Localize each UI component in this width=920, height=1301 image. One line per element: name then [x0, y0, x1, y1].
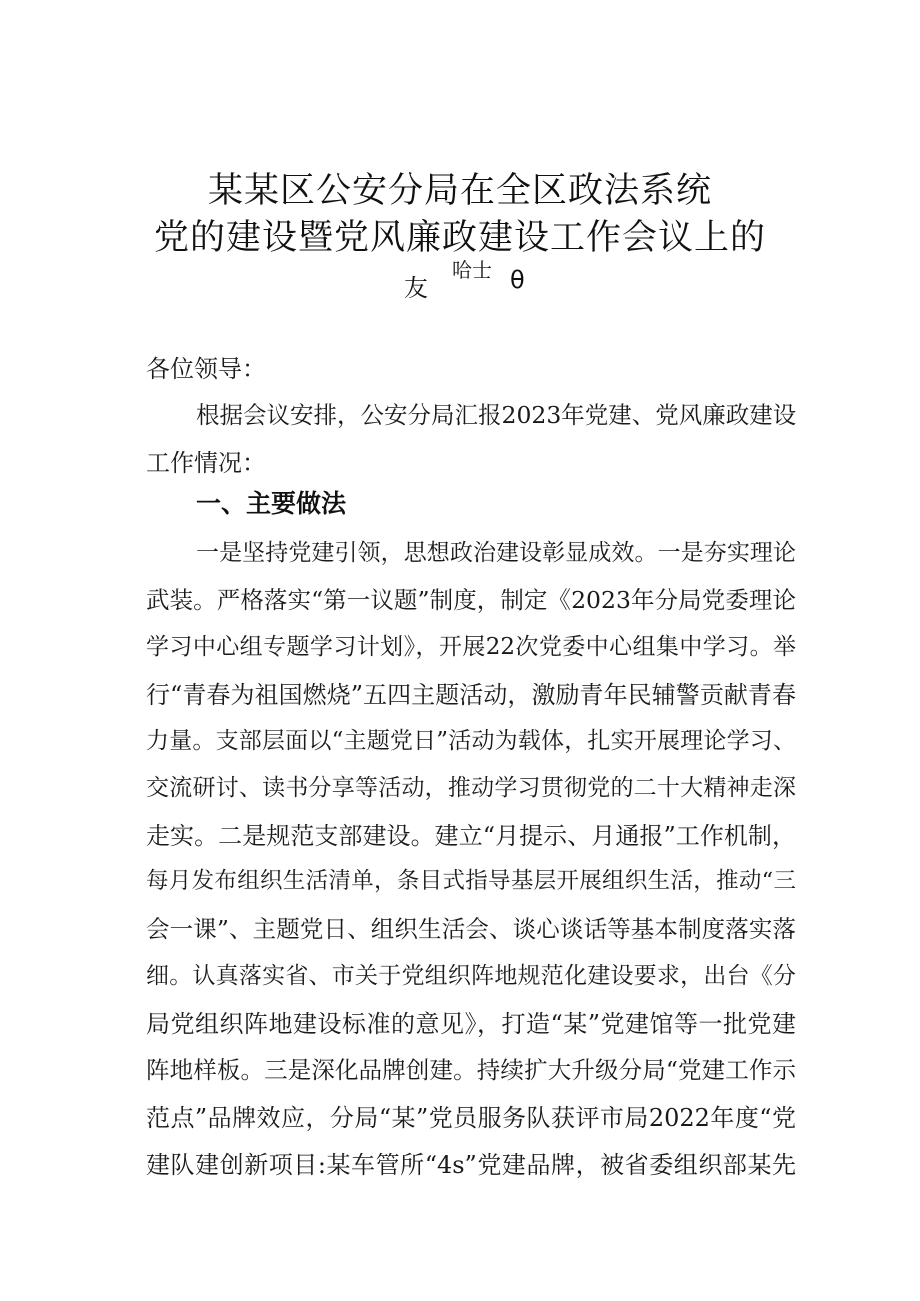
body-line: 交流研讨、读书分享等活动，推动学习贯彻党的二十大精神走深	[146, 775, 796, 801]
body-line: 每月发布组织生活清单，条目式指导基层开展组织生活，推动“三	[146, 868, 796, 894]
salutation: 各位领导：	[146, 355, 266, 383]
section-heading: 一、主要做法	[196, 489, 347, 518]
body-line: 走实。二是规范支部建设。建立“月提示、月通报”工作机制，	[146, 822, 796, 850]
title-fragment-1: 友	[404, 274, 428, 302]
body-line: 细。认真落实省、市关于党组织阵地规范化建设要求，出台《分	[146, 963, 796, 989]
document-title-line-1: 某某区公安分局在全区政法系统	[207, 171, 712, 211]
body-line: 行“青春为祖国燃烧”五四主题活动，激励青年民辅警贡献青春	[146, 681, 796, 709]
body-line: 阵地样板。三是深化品牌创建。持续扩大升级分局“党建工作示	[146, 1056, 796, 1084]
body-line: 局党组织阵地建设标准的意见》，打造“某”党建馆等一批党建	[146, 1010, 796, 1038]
body-line: 会一课”、主题党日、组织生活会、谈心谈话等基本制度落实落	[146, 915, 796, 943]
body-line: 一是坚持党建引领，思想政治建设彰显成效。一是夯实理论	[196, 540, 796, 566]
body-line: 力量。支部层面以“主题党日”活动为载体，扎实开展理论学习、	[146, 728, 796, 754]
body-line: 武装。严格落实“第一议题”制度，制定《2023年分局党委理论	[146, 586, 796, 614]
title-fragment-3: θ	[510, 266, 525, 294]
body-line: 建队建创新项目:某车管所“4s”党建品牌，被省委组织部某先	[146, 1151, 796, 1179]
intro-line: 根据会议安排，公安分局汇报2023年党建、党风廉政建设	[196, 401, 797, 429]
title-fragment-2: 哈士	[452, 258, 492, 282]
intro-line: 工作情况：	[146, 449, 266, 477]
document-title-line-3	[0, 252, 920, 302]
body-line: 学习中心组专题学习计划》，开展22次党委中心组集中学习。举	[146, 634, 796, 660]
document-title-line-2: 党的建设暨党风廉政建设工作会议上的	[153, 218, 766, 258]
body-line: 范点”品牌效应，分局“某”党员服务队获评市局2022年度“党	[146, 1104, 796, 1132]
